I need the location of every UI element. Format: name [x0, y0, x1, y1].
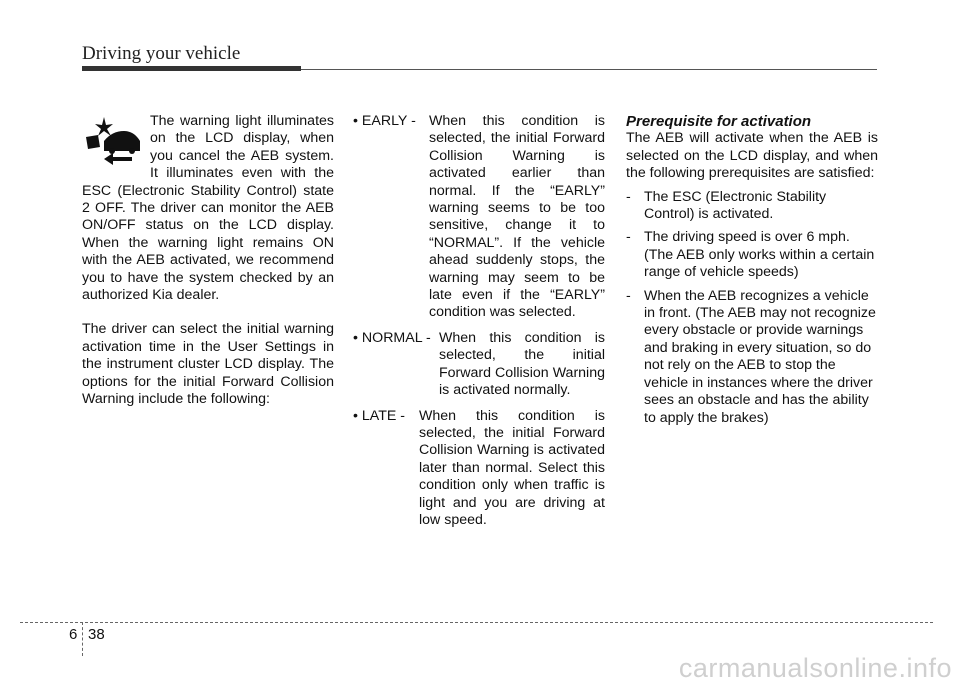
page-header-title: Driving your vehicle: [82, 43, 241, 64]
prerequisite-heading: Prerequisite for activation: [626, 113, 812, 130]
aeb-off-warning-icon: [82, 115, 142, 165]
footer-divider: [82, 622, 83, 656]
chapter-number: 6: [69, 626, 78, 643]
option-normal-label: • NORMAL -: [353, 329, 431, 346]
option-late-label: • LATE -: [353, 407, 406, 424]
list-item: - The ESC (Electronic Stability Control) is activated.: [626, 189, 878, 224]
prerequisite-intro: The AEB will activate when the AEB is selected on the LCD display, and when the following prerequisites are satisfied:: [626, 130, 878, 182]
column-left: [82, 113, 334, 409]
option-late-text: When this condition is selected, the initial Forward Collision Warning is activated later than normal. Select this condition only when traffic is light and you are driving at low speed.: [419, 407, 605, 528]
watermark: carmanualsonline.info: [678, 653, 952, 683]
column-middle: [353, 113, 605, 529]
option-normal: [353, 330, 605, 400]
column-right: [626, 113, 878, 427]
page-number: 38: [88, 626, 105, 643]
warning-light-paragraph: The warning light illuminates on the LCD display, when you cancel the AEB system. It illuminates even with the ESC (Electronic Stability Control) state 2 OFF. The driver can monitor the AEB ON/OFF status on the LCD display. When the warning light remains ON with the AEB activated, we recommend you to have the system checked by an authorized Kia dealer.: [82, 113, 334, 304]
list-item: - The driving speed is over 6 mph. (The AEB only works within a certain range of vehicle speeds): [626, 229, 878, 281]
list-item-text: The driving speed is over 6 mph. (The AEB only works within a certain range of vehicle speeds): [644, 229, 875, 281]
list-item-text: The ESC (Electronic Stability Control) is activated.: [644, 188, 827, 223]
option-late: [353, 408, 605, 530]
footer-rule: [20, 622, 933, 623]
header-rule-thick: [82, 66, 301, 71]
activation-time-paragraph: The driver can select the initial warning activation time in the User Settings in the instrument cluster LCD display. The options for the initial Forward Collision Warning include the following:: [82, 321, 334, 408]
option-normal-text: When this condition is selected, the initial Forward Collision Warning is activated normally.: [439, 329, 605, 399]
header-rule-thin: [301, 69, 877, 70]
list-item-text: When the AEB recognizes a vehicle in front. (The AEB may not recognize every obstacle or provide warnings and braking in every situation, so do not rely on the AEB to stop the vehicle in instances where the driver sees an obstacle and has the ability to apply the brakes): [644, 287, 876, 426]
list-item: - When the AEB recognizes a vehicle in front. (The AEB may not recognize every obstacle or provide warnings and braking in every situation, so do not rely on the AEB to stop the vehicle in instances where the driver sees an obstacle and has the ability to apply the brakes): [626, 288, 878, 427]
option-early-text: When this condition is selected, the initial Forward Collision Warning is activated earlier than normal. If the “EARLY” warning seems to be too sensitive, change it to “NORMAL”. If the vehicle ahead suddenly stops, the warning may seem to be late even if the “EARLY” condition was selected.: [429, 113, 605, 321]
option-early: [353, 113, 605, 322]
option-early-label: • EARLY -: [353, 113, 416, 129]
